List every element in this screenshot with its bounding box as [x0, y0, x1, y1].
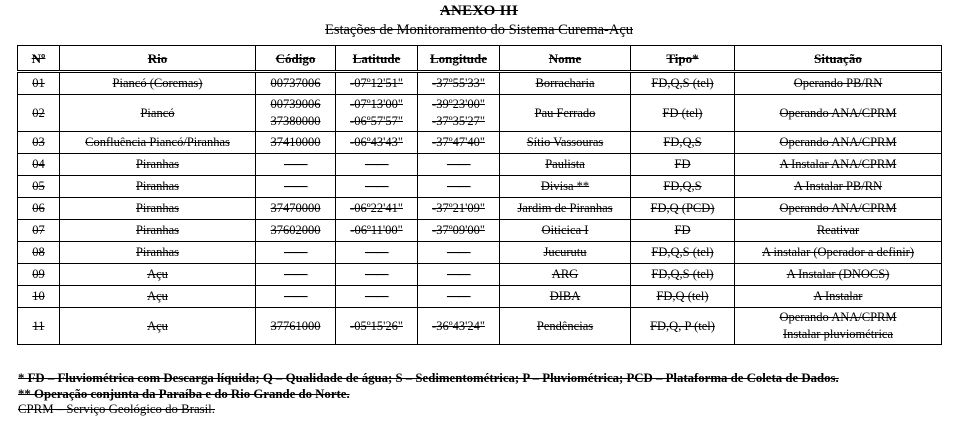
page-subtitle: Estações de Monitoramento do Sistema Curema-Açu [324, 22, 634, 38]
row-cell-codigo [256, 132, 336, 154]
row-cell-longitude [418, 72, 500, 95]
row-cell-nome [500, 286, 631, 308]
table-row [18, 72, 942, 95]
column-header-rio-label: Rio [147, 50, 168, 66]
column-header-cod [256, 46, 336, 72]
row-cell-situacao [735, 132, 942, 154]
row-cell-codigo [256, 176, 336, 198]
row-cell-tipo [631, 176, 735, 198]
row-cell-codigo [256, 286, 336, 308]
row-cell-codigo [256, 72, 336, 95]
row-cell-codigo [256, 220, 336, 242]
row-cell-rio-value: Piranhas [135, 245, 180, 259]
row-cell-nome-value: Divisa ** [540, 179, 590, 193]
footnote-line: * FD – Fluviométrica com Descarga líquida; Q – Qualidade de água; S – Sedimentométrica; P – Pluviométrica; PCD – Plataforma de Coleta de Dados. [18, 371, 839, 385]
table-row [18, 242, 942, 264]
table-header-row [18, 46, 942, 72]
row-cell-tipo [631, 95, 735, 132]
page-title: ANEXO III [439, 3, 519, 19]
row-cell-tipo [631, 220, 735, 242]
row-cell-situacao [735, 264, 942, 286]
row-cell-num-value: 01 [32, 76, 45, 90]
row-cell-situacao [735, 72, 942, 95]
row-cell-latitude [336, 264, 418, 286]
row-cell-codigo [256, 242, 336, 264]
row-cell-codigo [256, 198, 336, 220]
row-cell-tipo-value: FD,Q (tel) [656, 289, 709, 303]
row-cell-tipo-value: FD,Q,S (tel) [651, 267, 714, 281]
row-cell-situacao-value: A instalar (Operador a definir) [761, 245, 915, 259]
column-header-num [18, 46, 60, 72]
row-cell-tipo-value: FD [674, 157, 691, 171]
row-cell-rio-value: Açu [147, 267, 168, 281]
row-cell-longitude [418, 95, 500, 132]
row-cell-longitude [418, 242, 500, 264]
row-cell-longitude-value: -36º43'24" [432, 318, 485, 333]
row-cell-num [18, 286, 60, 308]
row-cell-num-value: 07 [32, 223, 45, 237]
table-row [18, 176, 942, 198]
row-cell-nome [500, 264, 631, 286]
row-cell-latitude-line: -06º57'57" [350, 114, 403, 128]
row-cell-rio [60, 154, 256, 176]
row-cell-longitude-value: —— [447, 289, 470, 303]
row-cell-situacao-value: A Instalar (DNOCS) [786, 267, 890, 281]
row-cell-num-value: 05 [32, 179, 45, 193]
table-row [18, 95, 942, 132]
row-cell-nome-value: Pau Ferrado [534, 105, 596, 120]
row-cell-codigo-value: —— [284, 245, 307, 259]
row-cell-situacao-value: Operando ANA/CPRM [779, 201, 897, 215]
row-cell-nome-value: Jardim de Piranhas [517, 201, 613, 215]
row-cell-tipo [631, 154, 735, 176]
row-cell-situacao-value: Operando ANA/CPRM [779, 105, 897, 120]
row-cell-latitude [336, 154, 418, 176]
row-cell-tipo-value: FD,Q (PCD) [650, 201, 715, 215]
row-cell-longitude-value: —— [447, 157, 470, 171]
row-cell-situacao-value: Reativar [816, 223, 860, 237]
row-cell-tipo [631, 308, 735, 345]
row-cell-longitude-value: —— [447, 179, 470, 193]
table-row [18, 308, 942, 345]
row-cell-num [18, 242, 60, 264]
row-cell-latitude-value: -06º43'43" [350, 135, 403, 149]
row-cell-latitude-value: —— [365, 245, 388, 259]
column-header-tipo-label: Tipo* [666, 50, 699, 66]
row-cell-tipo [631, 242, 735, 264]
row-cell-latitude-value: —— [365, 267, 388, 281]
column-header-lat [336, 46, 418, 72]
row-cell-situacao [735, 286, 942, 308]
row-cell-longitude [418, 176, 500, 198]
table-header [18, 46, 942, 72]
row-cell-situacao-value: Operando PB/RN [793, 76, 883, 90]
row-cell-rio [60, 176, 256, 198]
row-cell-tipo [631, 198, 735, 220]
row-cell-latitude-value: -05º15'26" [350, 318, 403, 333]
row-cell-nome [500, 95, 631, 132]
row-cell-rio [60, 220, 256, 242]
row-cell-longitude-line: -37º35'27" [432, 114, 485, 128]
row-cell-longitude [418, 132, 500, 154]
row-cell-num [18, 308, 60, 345]
row-cell-num [18, 264, 60, 286]
row-cell-situacao [735, 95, 942, 132]
row-cell-situacao [735, 198, 942, 220]
row-cell-num [18, 72, 60, 95]
row-cell-nome-value: ARG [551, 267, 579, 281]
row-cell-nome-value: Jucurutu [543, 245, 587, 259]
row-cell-num-value: 08 [32, 245, 45, 259]
table-row [18, 154, 942, 176]
row-cell-situacao [735, 242, 942, 264]
row-cell-situacao-line: Operando ANA/CPRM [779, 310, 897, 324]
row-cell-rio [60, 286, 256, 308]
row-cell-rio [60, 264, 256, 286]
row-cell-tipo [631, 264, 735, 286]
row-cell-nome-value: Paulista [545, 157, 585, 171]
stations-table-wrapper [17, 45, 941, 345]
row-cell-nome [500, 132, 631, 154]
row-cell-longitude-value: -37º47'40" [432, 135, 485, 149]
row-cell-longitude [418, 308, 500, 345]
row-cell-codigo-value: —— [284, 289, 307, 303]
row-cell-codigo-value: 37602000 [270, 223, 321, 237]
row-cell-longitude [418, 154, 500, 176]
row-cell-rio [60, 242, 256, 264]
row-cell-situacao-value: A Instalar [813, 289, 863, 303]
table-row [18, 220, 942, 242]
row-cell-tipo-value: FD [674, 223, 691, 237]
row-cell-latitude [336, 95, 418, 132]
row-cell-nome-value: Pendências [536, 318, 594, 333]
row-cell-codigo [256, 154, 336, 176]
row-cell-num-value: 09 [32, 267, 45, 281]
row-cell-nome [500, 176, 631, 198]
stations-table [17, 45, 942, 345]
row-cell-codigo-line: 00739006 [270, 97, 321, 111]
row-cell-num [18, 198, 60, 220]
row-cell-latitude [336, 198, 418, 220]
row-cell-situacao [735, 308, 942, 345]
row-cell-tipo-value: FD,Q,S [663, 135, 702, 149]
row-cell-rio [60, 95, 256, 132]
row-cell-rio [60, 308, 256, 345]
row-cell-tipo-value: FD,Q, P (tel) [650, 318, 715, 333]
row-cell-latitude-line: -07º13'00" [350, 97, 403, 111]
row-cell-longitude-value: -37º21'09" [432, 201, 485, 215]
row-cell-rio-value: Confluência Piancó/Piranhas [85, 135, 230, 149]
row-cell-num [18, 220, 60, 242]
row-cell-nome [500, 308, 631, 345]
row-cell-rio-value: Piranhas [135, 179, 180, 193]
footnote-line: CPRM – Serviço Geológico do Brasil. [18, 402, 215, 416]
row-cell-codigo [256, 308, 336, 345]
row-cell-longitude-value: -37º55'33" [432, 76, 485, 90]
row-cell-situacao-value: Operando ANA/CPRM [779, 135, 897, 149]
row-cell-codigo-value: —— [284, 179, 307, 193]
row-cell-latitude [336, 176, 418, 198]
row-cell-situacao-value: A Instalar ANA/CPRM [779, 157, 897, 171]
title-block [0, 0, 958, 39]
row-cell-tipo [631, 286, 735, 308]
row-cell-rio-value: Piancó [140, 105, 175, 120]
row-cell-latitude [336, 132, 418, 154]
row-cell-nome [500, 198, 631, 220]
row-cell-situacao [735, 220, 942, 242]
row-cell-codigo-value: 37410000 [270, 135, 321, 149]
row-cell-longitude-line: -39º23'00" [432, 97, 485, 111]
row-cell-tipo [631, 72, 735, 95]
footnotes [18, 371, 948, 418]
row-cell-rio-value: Açu [147, 318, 168, 333]
row-cell-tipo-value: FD (tel) [662, 105, 703, 120]
row-cell-rio [60, 198, 256, 220]
row-cell-nome-value: Oiticica I [541, 223, 589, 237]
column-header-nome [500, 46, 631, 72]
row-cell-latitude [336, 72, 418, 95]
column-header-lat-label: Latitude [352, 50, 401, 66]
row-cell-codigo [256, 95, 336, 132]
row-cell-situacao-value: A Instalar PB/RN [793, 179, 883, 193]
row-cell-num [18, 176, 60, 198]
row-cell-longitude-value: —— [447, 245, 470, 259]
row-cell-rio-value: Açu [147, 289, 168, 303]
row-cell-latitude-value: -06º22'41" [350, 201, 403, 215]
row-cell-codigo-value: 00737006 [270, 76, 321, 90]
row-cell-num-value: 06 [32, 201, 45, 215]
row-cell-longitude-value: —— [447, 267, 470, 281]
row-cell-situacao [735, 154, 942, 176]
row-cell-codigo-value: —— [284, 267, 307, 281]
row-cell-rio-value: Piranhas [135, 223, 180, 237]
row-cell-latitude-value: -07º12'51" [350, 76, 403, 90]
table-row [18, 264, 942, 286]
row-cell-longitude [418, 264, 500, 286]
row-cell-num-value: 02 [32, 105, 45, 120]
column-header-tipo [631, 46, 735, 72]
row-cell-num-value: 11 [32, 318, 45, 333]
table-body [18, 72, 942, 345]
row-cell-latitude [336, 220, 418, 242]
row-cell-nome [500, 154, 631, 176]
row-cell-num-value: 10 [32, 289, 45, 303]
row-cell-rio [60, 132, 256, 154]
row-cell-latitude [336, 286, 418, 308]
row-cell-tipo-value: FD,Q,S [663, 179, 702, 193]
row-cell-codigo-value: 37470000 [270, 201, 321, 215]
row-cell-codigo-line: 37380000 [270, 114, 321, 128]
row-cell-num-value: 04 [32, 157, 45, 171]
row-cell-tipo-value: FD,Q,S (tel) [651, 76, 714, 90]
row-cell-nome-value: Borracharia [535, 76, 595, 90]
row-cell-num-value: 03 [32, 135, 45, 149]
row-cell-nome [500, 220, 631, 242]
row-cell-num [18, 154, 60, 176]
column-header-sit-label: Situação [814, 50, 862, 66]
row-cell-longitude [418, 286, 500, 308]
row-cell-codigo-value: —— [284, 157, 307, 171]
row-cell-latitude [336, 308, 418, 345]
column-header-num-label: Nº [31, 50, 46, 66]
column-header-nome-label: Nome [548, 50, 582, 66]
row-cell-codigo [256, 264, 336, 286]
row-cell-nome-value: Sítio Vassouras [526, 135, 604, 149]
row-cell-num [18, 132, 60, 154]
table-row [18, 286, 942, 308]
row-cell-nome-value: DIBA [549, 289, 581, 303]
row-cell-longitude [418, 220, 500, 242]
row-cell-num [18, 95, 60, 132]
row-cell-tipo-value: FD,Q,S (tel) [651, 245, 714, 259]
row-cell-codigo-value: 37761000 [270, 318, 321, 333]
row-cell-nome [500, 242, 631, 264]
footnote-line: ** Operação conjunta da Paraíba e do Rio Grande do Norte. [18, 386, 350, 401]
row-cell-latitude-value: —— [365, 289, 388, 303]
column-header-cod-label: Código [275, 50, 316, 66]
row-cell-latitude-value: —— [365, 179, 388, 193]
row-cell-rio [60, 72, 256, 95]
column-header-rio [60, 46, 256, 72]
row-cell-rio-value: Piancó (Coremas) [112, 76, 203, 90]
column-header-sit [735, 46, 942, 72]
row-cell-latitude-value: —— [365, 157, 388, 171]
row-cell-tipo [631, 132, 735, 154]
row-cell-latitude-value: -06º11'00" [350, 223, 403, 237]
table-row [18, 132, 942, 154]
row-cell-rio-value: Piranhas [135, 201, 180, 215]
row-cell-longitude [418, 198, 500, 220]
row-cell-latitude [336, 242, 418, 264]
row-cell-nome [500, 72, 631, 95]
row-cell-situacao [735, 176, 942, 198]
table-row [18, 198, 942, 220]
row-cell-rio-value: Piranhas [135, 157, 180, 171]
row-cell-longitude-value: -37º09'00" [432, 223, 485, 237]
row-cell-situacao-line: Instalar pluviométrica [782, 327, 894, 341]
column-header-lon-label: Longitude [429, 50, 488, 66]
column-header-lon [418, 46, 500, 72]
